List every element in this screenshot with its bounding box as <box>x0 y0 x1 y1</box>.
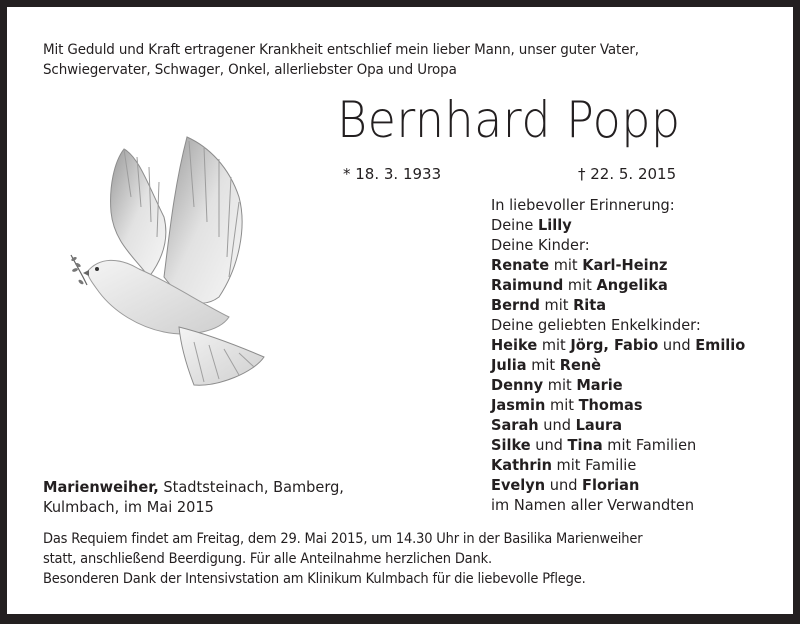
place-line-1 <box>43 477 344 497</box>
mourner-text: mit Familie <box>551 456 637 474</box>
intro-line-2: Schwiegervater, Schwager, Onkel, allerliebster Opa und Uropa <box>43 62 457 78</box>
mourner-text: mit <box>563 276 597 294</box>
funeral-notice <box>43 529 642 589</box>
mourner-row <box>491 315 745 335</box>
mourner-name: Renate <box>491 256 550 274</box>
mourner-text: Deine Kinder: <box>491 236 590 254</box>
mourner-name: Karl-Heinz <box>582 256 668 274</box>
mourner-row <box>491 495 745 515</box>
mourner-text: In liebevoller Erinnerung: <box>491 196 675 214</box>
mourner-name: Marie <box>576 376 623 394</box>
mourner-name: Kathrin <box>491 456 552 474</box>
birth-date: * 18. 3. 1933 <box>343 165 442 183</box>
mourner-name: Tina <box>567 436 603 454</box>
mourner-text: und <box>658 336 696 354</box>
mourner-name: Jasmin <box>491 396 546 414</box>
mourner-text: mit <box>545 396 579 414</box>
footer-line-2: statt, anschließend Beerdigung. Für alle Anteilnahme herzlichen Dank. <box>43 551 492 567</box>
place-and-date <box>43 477 344 517</box>
footer-line-3: Besonderen Dank der Intensivstation am Klinikum Kulmbach für die liebevolle Pflege. <box>43 571 586 587</box>
mourner-row <box>491 215 745 235</box>
place-line-2: Kulmbach, im Mai 2015 <box>43 498 214 516</box>
obituary-card <box>7 7 793 614</box>
mourner-name: Lilly <box>537 216 572 234</box>
mourner-name: Jörg, Fabio <box>570 336 659 354</box>
mourner-text: Deine <box>491 216 538 234</box>
mourner-row <box>491 195 745 215</box>
mourner-name: Raimund <box>491 276 564 294</box>
death-date: † 22. 5. 2015 <box>578 165 677 183</box>
mourner-name: Silke <box>491 436 531 454</box>
mourner-text: mit <box>526 356 560 374</box>
mourners-list <box>491 195 745 515</box>
mourner-row <box>491 275 745 295</box>
footer-line-1: Das Requiem findet am Freitag, dem 29. Mai 2015, um 14.30 Uhr in der Basilika Marienweiher <box>43 531 643 547</box>
mourner-name: Heike <box>491 336 538 354</box>
mourner-name: Florian <box>582 476 640 494</box>
mourner-text: mit <box>539 296 574 314</box>
mourner-row <box>491 435 745 455</box>
deceased-name: Bernhard Popp <box>337 91 681 149</box>
mourner-text: und <box>530 436 568 454</box>
mourner-row <box>491 395 745 415</box>
mourner-row <box>491 255 745 275</box>
mourner-name: Angelika <box>596 276 668 294</box>
mourner-name: Emilio <box>695 336 746 354</box>
mourner-row <box>491 295 745 315</box>
mourner-text: mit Familien <box>602 436 697 454</box>
place-main: Marienweiher, <box>43 478 159 496</box>
mourner-name: Renè <box>559 356 602 374</box>
mourner-name: Thomas <box>578 396 643 414</box>
mourner-row <box>491 475 745 495</box>
mourner-text: mit <box>549 256 583 274</box>
intro-line-1: Mit Geduld und Kraft ertragener Krankheit entschlief mein lieber Mann, unser guter Vater, <box>43 42 639 58</box>
mourner-name: Rita <box>573 296 607 314</box>
mourner-name: Julia <box>491 356 527 374</box>
mourner-row <box>491 455 745 475</box>
place-rest: Stadtsteinach, Bamberg, <box>158 478 344 496</box>
mourner-text: mit <box>543 376 577 394</box>
mourner-text: Deine geliebten Enkelkinder: <box>491 316 701 334</box>
mourner-text: mit <box>537 336 571 354</box>
mourner-row <box>491 335 745 355</box>
mourner-text: im Namen aller Verwandten <box>491 496 695 514</box>
mourner-name: Evelyn <box>491 476 546 494</box>
dove-with-olive-branch-icon <box>69 127 289 389</box>
mourner-text: und <box>538 416 576 434</box>
mourner-name: Laura <box>575 416 623 434</box>
intro-text <box>43 40 639 80</box>
mourner-name: Bernd <box>491 296 540 314</box>
mourner-text: und <box>545 476 583 494</box>
mourner-row <box>491 375 745 395</box>
mourner-row <box>491 235 745 255</box>
mourner-row <box>491 415 745 435</box>
mourner-name: Denny <box>491 376 544 394</box>
mourner-name: Sarah <box>491 416 539 434</box>
mourner-row <box>491 355 745 375</box>
